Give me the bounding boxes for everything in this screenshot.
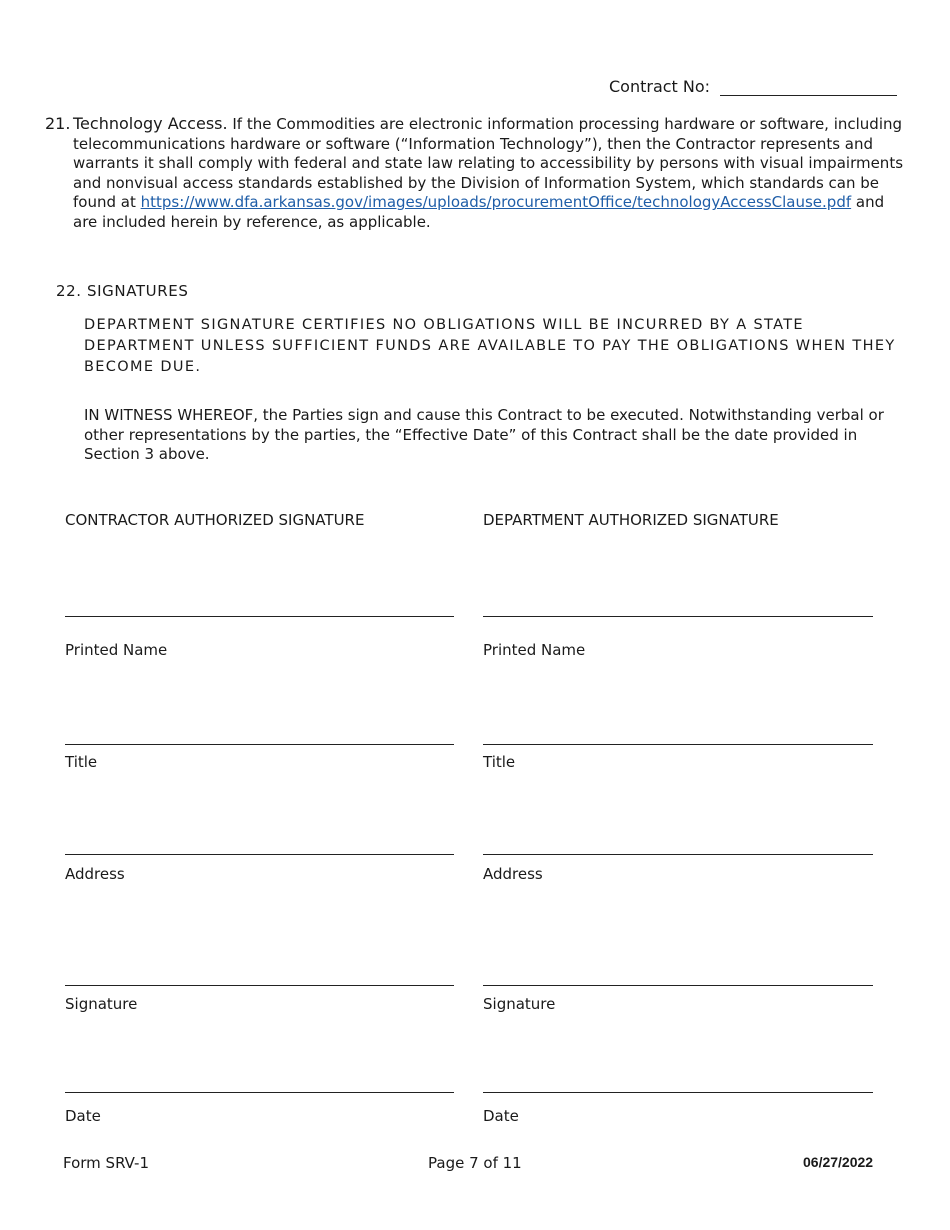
department-printed-name-label: Printed Name <box>483 641 586 659</box>
department-signature-label: Signature <box>483 995 556 1013</box>
department-address-line[interactable] <box>483 985 873 986</box>
footer-date: 06/27/2022 <box>803 1154 874 1170</box>
contractor-title-line[interactable] <box>65 854 454 855</box>
department-date-line[interactable] <box>483 1092 873 1093</box>
contractor-address-label: Address <box>65 865 125 883</box>
department-address-label: Address <box>483 865 543 883</box>
department-signature-heading: DEPARTMENT AUTHORIZED SIGNATURE <box>483 511 779 529</box>
section-21-heading: Technology Access. <box>73 114 228 133</box>
section-21-body-end: and are included herein by reference, as applicable. <box>73 193 885 231</box>
footer-page-number: Page 7 of 11 <box>428 1154 522 1172</box>
contractor-date-label: Date <box>65 1107 101 1125</box>
technology-access-link[interactable]: https://www.dfa.arkansas.gov/images/uploads/procurementOffice/technologyAccessClause.pdf <box>140 193 852 212</box>
section-21-paragraph <box>73 114 913 233</box>
contract-no-line <box>720 95 897 96</box>
department-printed-name-line[interactable] <box>483 744 873 745</box>
footer-form-id: Form SRV-1 <box>63 1154 150 1172</box>
department-title-label: Title <box>483 753 516 771</box>
section-22-heading: 22. SIGNATURES <box>56 282 189 300</box>
contractor-title-label: Title <box>65 753 98 771</box>
contractor-printed-name-line[interactable] <box>65 744 454 745</box>
department-title-line[interactable] <box>483 854 873 855</box>
contractor-signature-heading: CONTRACTOR AUTHORIZED SIGNATURE <box>65 511 365 529</box>
contract-no-label: Contract No: <box>609 77 711 96</box>
department-date-label: Date <box>483 1107 519 1125</box>
section-21-number: 21. <box>45 114 71 133</box>
certification-text: DEPARTMENT SIGNATURE CERTIFIES NO OBLIGATIONS WILL BE INCURRED BY A STATE DEPARTMENT UNLESS SUFFICIENT FUNDS ARE AVAILABLE TO PAY THE OBLIGATIONS WHEN THEY BECOME DUE. <box>84 317 896 375</box>
contractor-signature-line[interactable] <box>65 616 454 617</box>
section-21-body: If the Commodities are electronic information processing hardware or software, including telecommunications hardware or software (“Information Technology”), then the Contractor represents and warrants it shall comply with federal and state law relating to accessibility by persons with visual impairments and nonvisual access standards established by the Division of Information System, which standards can be found at <box>73 115 904 212</box>
contractor-date-line[interactable] <box>65 1092 454 1093</box>
witness-text: IN WITNESS WHEREOF, the Parties sign and cause this Contract to be executed. Notwithstanding verbal or other representations by the parties, the “Effective Date” of this Contract shall be the date provided in Section 3 above. <box>84 406 884 464</box>
contractor-printed-name-label: Printed Name <box>65 641 168 659</box>
contractor-address-line[interactable] <box>65 985 454 986</box>
contractor-signature-label: Signature <box>65 995 138 1013</box>
department-signature-line[interactable] <box>483 616 873 617</box>
